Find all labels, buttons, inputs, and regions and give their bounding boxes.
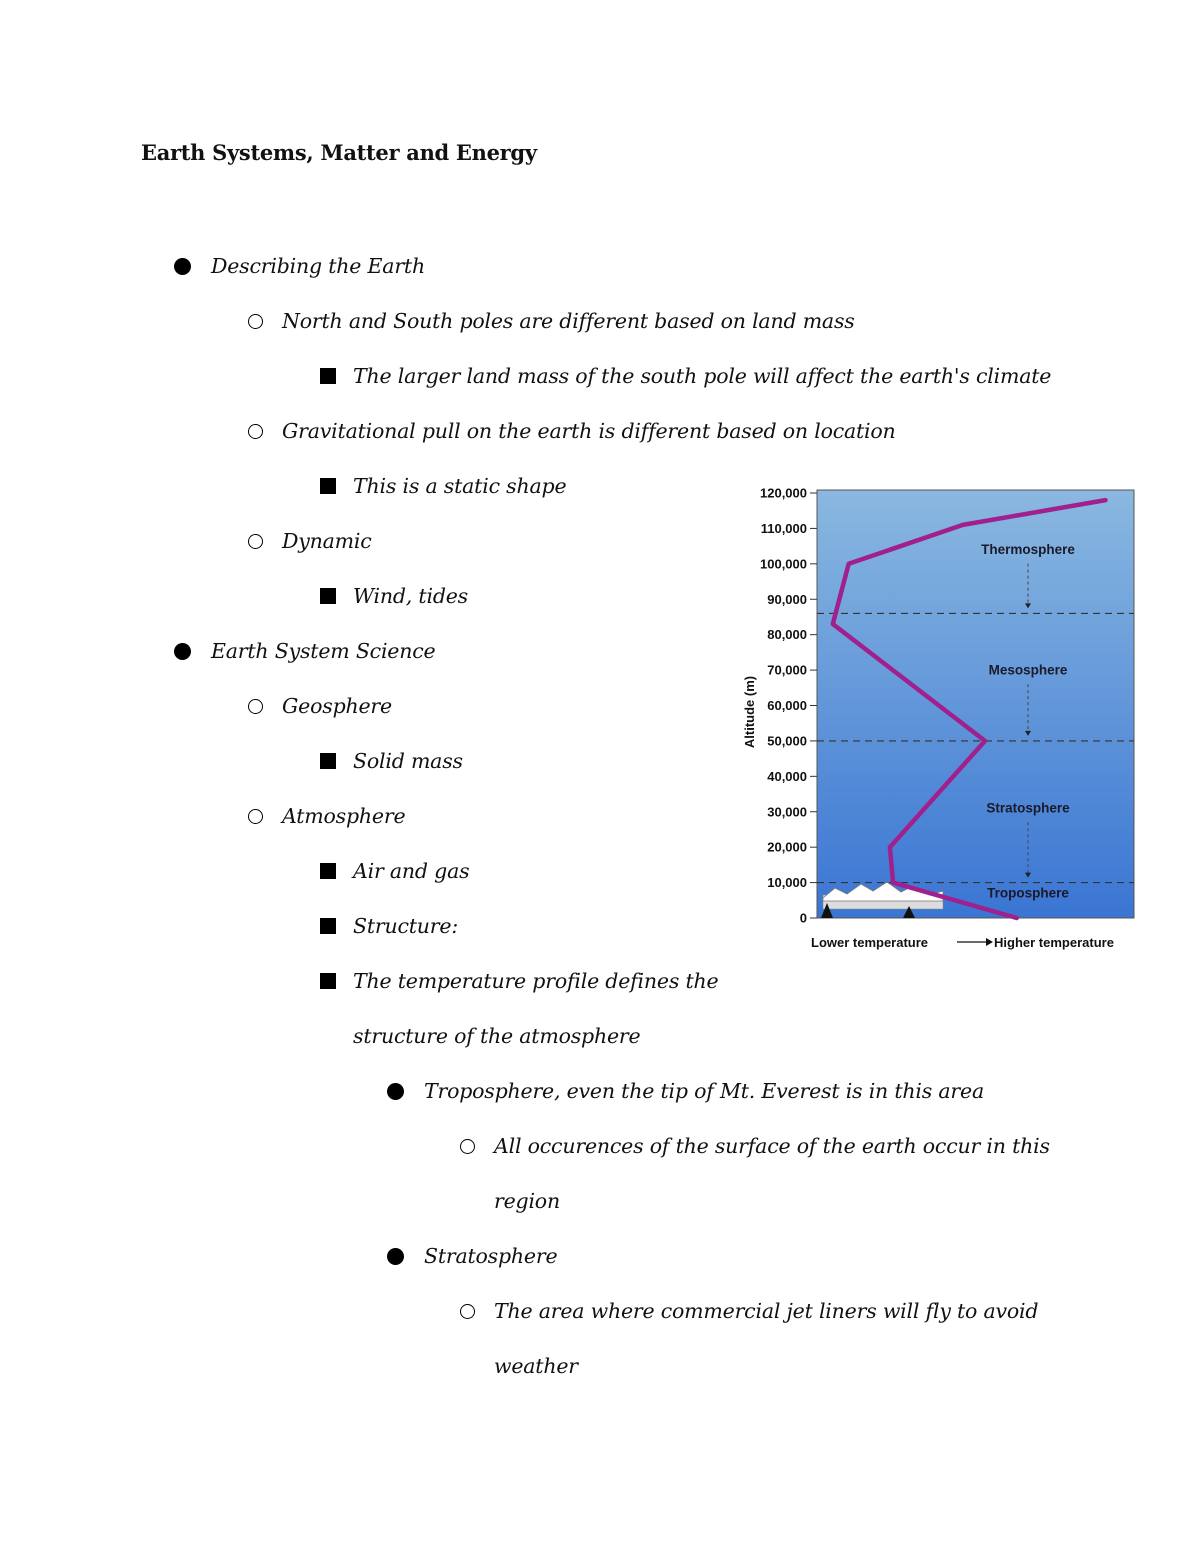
atmosphere-temperature-diagram bbox=[735, 478, 1155, 953]
disc-bullet-icon bbox=[387, 1248, 404, 1265]
y-tick-label: 120,000 bbox=[760, 485, 807, 501]
circle-bullet-icon bbox=[248, 314, 263, 329]
outline-item-text: Gravitational pull on the earth is different based on location bbox=[282, 419, 896, 443]
disc-bullet-icon bbox=[174, 643, 191, 660]
layer-label-troposphere: Troposphere bbox=[987, 885, 1069, 901]
y-tick-label: 80,000 bbox=[767, 627, 807, 643]
y-tick-label: 60,000 bbox=[767, 698, 807, 713]
outline-item-text: Troposphere, even the tip of Mt. Everest is in this area bbox=[424, 1079, 984, 1103]
y-tick-label: 50,000 bbox=[767, 733, 807, 749]
outline-item-text: Stratosphere bbox=[424, 1244, 558, 1268]
y-tick-label: 100,000 bbox=[760, 556, 807, 572]
disc-bullet-icon bbox=[387, 1083, 404, 1100]
y-tick-label: 90,000 bbox=[767, 591, 807, 607]
outline-item-text: Solid mass bbox=[353, 749, 463, 773]
outline-item-text: The larger land mass of the south pole will affect the earth's climate bbox=[353, 364, 1052, 388]
x-axis-label-lower: Lower temperature bbox=[811, 935, 929, 950]
y-tick-label: 20,000 bbox=[767, 839, 807, 855]
outline-item-text: This is a static shape bbox=[353, 474, 567, 498]
outline-item-text: The temperature profile defines the bbox=[353, 969, 719, 993]
plot-background bbox=[817, 490, 1134, 918]
y-tick-label: 10,000 bbox=[767, 875, 807, 891]
document-title: Earth Systems, Matter and Energy bbox=[141, 140, 537, 165]
circle-bullet-icon bbox=[460, 1139, 475, 1154]
circle-bullet-icon bbox=[248, 424, 263, 439]
x-axis-arrow bbox=[957, 938, 993, 946]
outline-item-text: The area where commercial jet liners will fly to avoid bbox=[494, 1299, 1039, 1323]
y-tick-label: 40,000 bbox=[767, 768, 807, 784]
outline-item-text: Geosphere bbox=[282, 694, 392, 718]
circle-bullet-icon bbox=[460, 1304, 475, 1319]
outline-item-text: structure of the atmosphere bbox=[353, 1024, 641, 1048]
outline-item-text: Air and gas bbox=[353, 859, 470, 883]
outline-item-text: All occurences of the surface of the earth occur in this bbox=[494, 1134, 1050, 1158]
x-axis-label-higher: Higher temperature bbox=[994, 935, 1114, 950]
layer-label-stratosphere: Stratosphere bbox=[986, 800, 1070, 816]
outline-item-text: region bbox=[494, 1189, 560, 1213]
outline-item-text: Wind, tides bbox=[353, 584, 468, 608]
square-bullet-icon bbox=[320, 918, 336, 934]
outline-item-text: Structure: bbox=[353, 914, 459, 938]
square-bullet-icon bbox=[320, 368, 336, 384]
y-tick-label: 0 bbox=[799, 910, 807, 926]
square-bullet-icon bbox=[320, 863, 336, 879]
square-bullet-icon bbox=[320, 478, 336, 494]
outline-item-text: Atmosphere bbox=[282, 804, 406, 828]
outline-item-text: North and South poles are different based on land mass bbox=[282, 309, 855, 333]
y-axis-label: Altitude (m) bbox=[742, 675, 757, 749]
square-bullet-icon bbox=[320, 753, 336, 769]
disc-bullet-icon bbox=[174, 258, 191, 275]
outline-item-text: Describing the Earth bbox=[211, 254, 425, 278]
layer-label-mesosphere: Mesosphere bbox=[988, 662, 1068, 678]
square-bullet-icon bbox=[320, 973, 336, 989]
y-tick-label: 70,000 bbox=[767, 662, 807, 678]
outline-item-text: weather bbox=[494, 1354, 578, 1378]
y-tick-label: 30,000 bbox=[767, 804, 807, 820]
y-tick-label: 110,000 bbox=[760, 520, 807, 536]
square-bullet-icon bbox=[320, 588, 336, 604]
circle-bullet-icon bbox=[248, 699, 263, 714]
circle-bullet-icon bbox=[248, 809, 263, 824]
outline-item-text: Earth System Science bbox=[211, 639, 436, 663]
circle-bullet-icon bbox=[248, 534, 263, 549]
outline-item-text: Dynamic bbox=[282, 529, 372, 553]
layer-label-thermosphere: Thermosphere bbox=[981, 542, 1075, 558]
